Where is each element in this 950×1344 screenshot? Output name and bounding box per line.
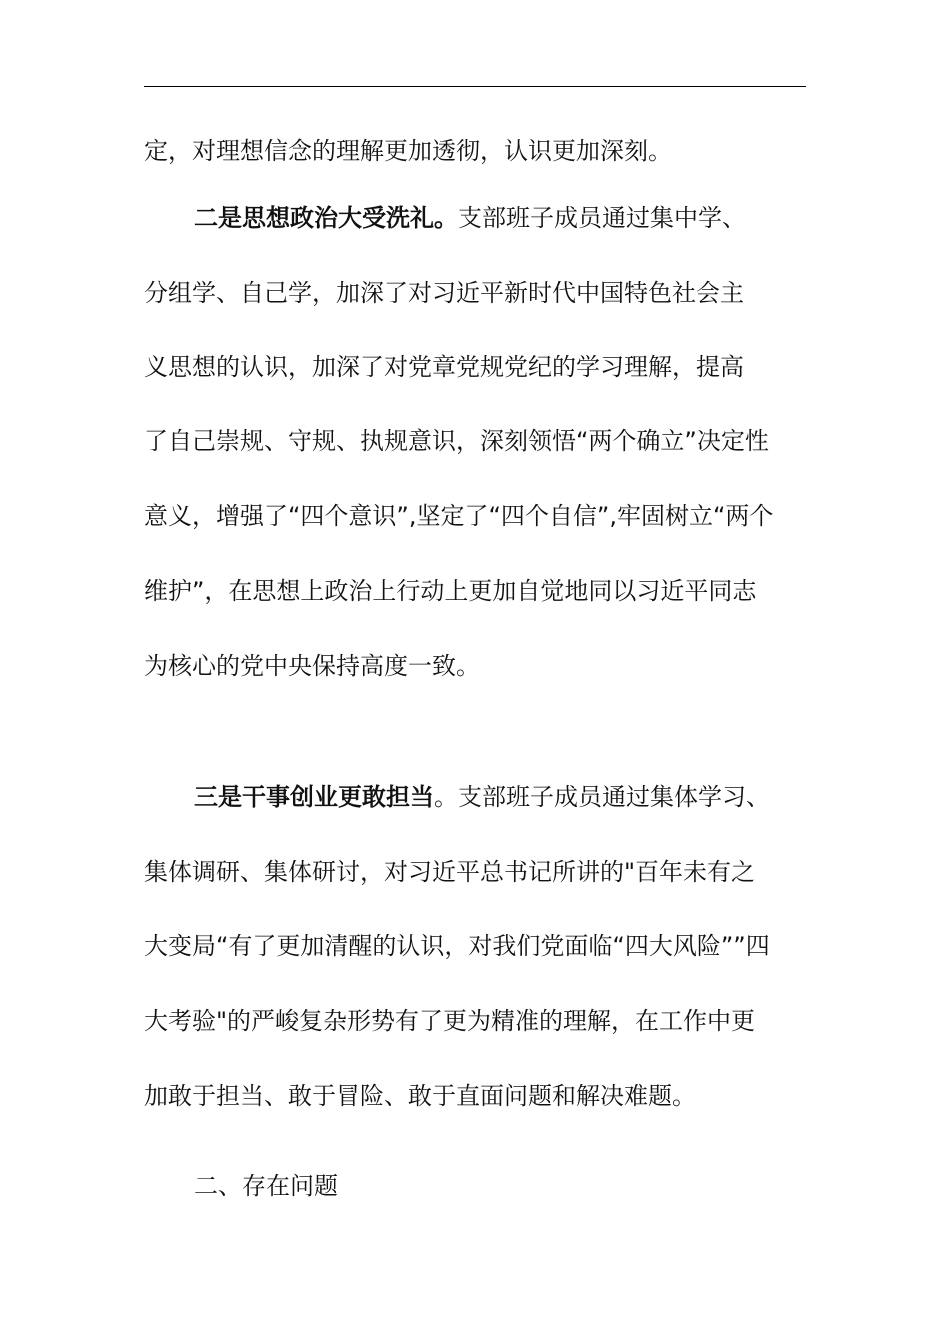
header-rule (144, 86, 806, 87)
paragraph-lead-rest: 支部班子成员通过集中学、 (458, 204, 746, 232)
text-line: 分组学、自己学，加深了对习近平新时代中国特色社会主 (144, 279, 744, 307)
text-line: 加敢于担当、敢于冒险、敢于直面问题和解决难题。 (144, 1082, 696, 1110)
paragraph-first-line (194, 203, 746, 233)
text-line: 定，对理想信念的理解更加透彻，认识更加深刻。 (144, 137, 672, 165)
text-line: 义思想的认识，加深了对党章党规党纪的学习理解，提高 (144, 353, 744, 381)
text-line: 了自己崇规、守规、执规意识，深刻领悟“两个确立”决定性 (144, 427, 769, 455)
text-line: 大变局“有了更加清醒的认识，对我们党面临“四大风险””四 (144, 932, 770, 960)
text-line: 大考验"的严峻复杂形势有了更为精准的理解，在工作中更 (144, 1007, 756, 1035)
paragraph-first-line (194, 782, 770, 812)
paragraph-lead: 二是思想政治大受洗礼。 (194, 204, 458, 232)
paragraph-lead-rest: 。支部班子成员通过集体学习、 (434, 783, 770, 811)
section-heading: 二、存在问题 (194, 1172, 338, 1200)
text-line: 维护”，在思想上政治上行动上更加自觉地同以习近平同志 (144, 577, 757, 605)
text-line: 意义，增强了“四个意识”,坚定了“四个自信”,牢固树立“两个 (144, 502, 774, 530)
text-line: 为核心的党中央保持高度一致。 (144, 652, 480, 680)
text-line: 集体调研、集体研讨，对习近平总书记所讲的"百年未有之 (144, 858, 756, 886)
paragraph-lead: 三是干事创业更敢担当 (194, 783, 434, 811)
